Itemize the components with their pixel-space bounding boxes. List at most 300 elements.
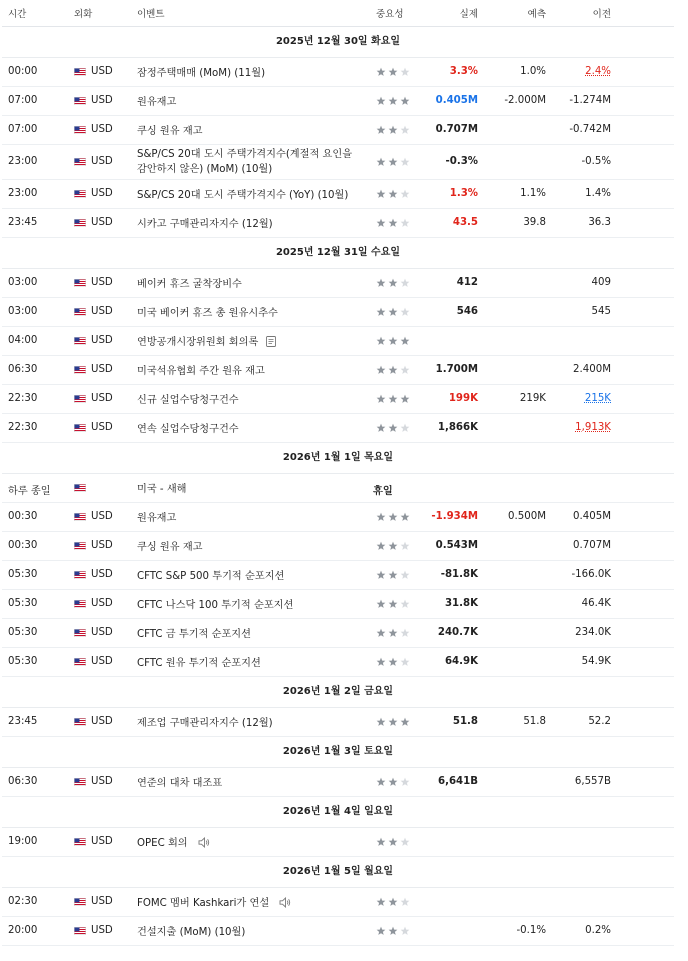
star-icon	[377, 658, 386, 666]
table-row[interactable]	[2, 327, 674, 356]
event-name-text[interactable]: CFTC 금 투기적 순포지션	[137, 628, 251, 640]
currency-code: USD	[91, 895, 113, 907]
star-icon	[401, 308, 410, 316]
currency-code: USD	[91, 715, 113, 727]
currency-code: USD	[91, 568, 113, 580]
event-name[interactable]	[137, 836, 362, 851]
us-flag-icon	[74, 927, 86, 935]
star-icon	[377, 629, 386, 637]
speaker-icon[interactable]	[198, 837, 210, 848]
table-row[interactable]	[2, 298, 674, 327]
star-icon	[401, 718, 410, 726]
table-row[interactable]	[2, 209, 674, 238]
previous-value: -166.0K	[571, 568, 611, 580]
event-time: 00:30	[8, 539, 38, 551]
actual-value: 64.9K	[444, 655, 478, 667]
importance-stars-icon	[376, 897, 412, 907]
star-icon	[389, 542, 398, 550]
star-icon	[401, 898, 410, 906]
previous-value: 0.707M	[573, 539, 611, 551]
event-time: 00:30	[8, 510, 38, 522]
event-name[interactable]	[137, 217, 362, 232]
event-name[interactable]	[137, 776, 362, 791]
actual-value: 51.8	[452, 715, 478, 727]
us-flag-icon	[74, 838, 86, 846]
event-time: 22:30	[8, 392, 38, 404]
previous-value: 234.0K	[575, 626, 611, 638]
event-time: 06:30	[8, 363, 38, 375]
currency-code: USD	[91, 363, 113, 375]
event-name-text[interactable]: 연속 실업수당청구건수	[137, 423, 239, 435]
star-icon	[401, 778, 410, 786]
table-row[interactable]	[2, 708, 674, 737]
star-icon	[389, 158, 398, 166]
previous-value: 2.400M	[573, 363, 611, 375]
economic-calendar-table	[2, 0, 674, 946]
star-icon	[389, 927, 398, 935]
event-time: 05:30	[8, 655, 38, 667]
star-icon	[401, 158, 410, 166]
table-row[interactable]	[2, 619, 674, 648]
us-flag-icon	[74, 484, 86, 492]
importance-stars-icon	[376, 278, 412, 288]
event-name-text[interactable]: OPEC 회의	[137, 837, 188, 849]
event-name-text[interactable]: 연준의 대차 대조표	[137, 777, 223, 789]
star-icon	[377, 718, 386, 726]
event-time: 20:00	[8, 924, 38, 936]
star-icon	[401, 927, 410, 935]
star-icon	[389, 190, 398, 198]
star-icon	[377, 97, 386, 105]
importance-stars-icon	[376, 189, 412, 199]
event-time: 23:00	[8, 155, 38, 167]
star-icon	[377, 838, 386, 846]
document-icon[interactable]	[266, 336, 276, 347]
importance-stars-icon	[376, 365, 412, 375]
importance-stars-icon	[376, 837, 412, 847]
event-name-text[interactable]: 신규 실업수당청구건수	[137, 394, 239, 406]
event-name[interactable]	[137, 364, 362, 379]
star-icon	[377, 366, 386, 374]
star-icon	[377, 513, 386, 521]
star-icon	[377, 898, 386, 906]
us-flag-icon	[74, 600, 86, 608]
currency-code: USD	[91, 835, 113, 847]
star-icon	[377, 600, 386, 608]
header-previous[interactable]: 이전	[592, 9, 611, 20]
previous-value: 52.2	[588, 715, 611, 727]
event-name-text[interactable]: 미국 베이커 휴즈 총 원유시추수	[137, 307, 278, 319]
actual-value: -1.934M	[431, 510, 478, 522]
currency-code: USD	[91, 421, 113, 433]
importance-stars-icon	[376, 67, 412, 77]
actual-value: 31.8K	[444, 597, 478, 609]
header-forecast[interactable]: 예측	[527, 9, 546, 20]
currency-code: USD	[91, 305, 113, 317]
previous-value[interactable]: 2.4%	[585, 65, 611, 77]
star-icon	[401, 629, 410, 637]
star-icon	[389, 571, 398, 579]
header-importance[interactable]: 중요성	[376, 9, 404, 20]
star-icon	[389, 308, 398, 316]
importance-stars-icon	[376, 512, 412, 522]
star-icon	[377, 279, 386, 287]
event-name-text[interactable]: 베이커 휴즈 굴착장비수	[137, 278, 242, 290]
star-icon	[377, 126, 386, 134]
event-time: 22:30	[8, 421, 38, 433]
importance-stars-icon	[376, 628, 412, 638]
previous-value: -0.5%	[581, 155, 611, 167]
importance-stars-icon	[376, 307, 412, 317]
date-header: 2025년 12월 31일 수요일	[2, 238, 674, 269]
star-icon	[401, 571, 410, 579]
previous-value: 6,557B	[574, 775, 611, 787]
event-name-text[interactable]: 쿠싱 원유 재고	[137, 125, 203, 137]
forecast-value: 51.8	[523, 715, 546, 727]
us-flag-icon	[74, 97, 86, 105]
event-time: 00:00	[8, 65, 38, 77]
event-time: 02:30	[8, 895, 38, 907]
table-row[interactable]	[2, 414, 674, 443]
event-time: 23:45	[8, 715, 38, 727]
actual-value: 6,641B	[438, 775, 478, 787]
actual-value: 199K	[448, 392, 478, 404]
event-time: 03:00	[8, 276, 38, 288]
event-name[interactable]	[137, 598, 362, 613]
previous-value[interactable]: 215K	[584, 392, 611, 404]
actual-value: 546	[456, 305, 478, 317]
previous-value: 1.4%	[585, 187, 611, 199]
event-time: 23:00	[8, 187, 38, 199]
us-flag-icon	[74, 658, 86, 666]
previous-value: -1.274M	[569, 94, 611, 106]
star-icon	[389, 658, 398, 666]
star-icon	[401, 513, 410, 521]
table-row[interactable]	[2, 180, 674, 209]
table-row[interactable]	[2, 356, 674, 385]
event-name[interactable]	[137, 656, 362, 671]
star-icon	[401, 542, 410, 550]
event-time: 07:00	[8, 123, 38, 135]
event-time: 05:30	[8, 626, 38, 638]
star-icon	[389, 126, 398, 134]
importance-stars-icon	[376, 926, 412, 936]
star-icon	[377, 308, 386, 316]
currency-code: USD	[91, 775, 113, 787]
forecast-value: 1.0%	[520, 65, 546, 77]
importance-stars-icon	[376, 777, 412, 787]
star-icon	[401, 337, 410, 345]
event-time: 03:00	[8, 305, 38, 317]
currency-code: USD	[91, 597, 113, 609]
star-icon	[401, 126, 410, 134]
event-name[interactable]	[137, 393, 362, 408]
previous-value: 409	[591, 276, 611, 288]
table-row[interactable]	[2, 648, 674, 677]
star-icon	[389, 600, 398, 608]
star-icon	[389, 97, 398, 105]
holiday-label: 휴일	[373, 485, 393, 497]
event-name[interactable]	[137, 569, 362, 584]
importance-stars-icon	[376, 96, 412, 106]
actual-value: 0.543M	[435, 539, 478, 551]
event-name-text[interactable]: FOMC 멤버 Kashkari가 연설	[137, 897, 270, 909]
forecast-value: 39.8	[523, 216, 546, 228]
event-name[interactable]	[137, 540, 362, 555]
event-name-text[interactable]: 쿠싱 원유 재고	[137, 541, 203, 553]
currency-code: USD	[91, 94, 113, 106]
event-name-text[interactable]: CFTC 원유 투기적 순포지션	[137, 657, 261, 669]
event-name-text[interactable]: 미국 - 새해	[137, 483, 187, 495]
event-time: 07:00	[8, 94, 38, 106]
star-icon	[389, 778, 398, 786]
currency-code: USD	[91, 626, 113, 638]
event-name[interactable]	[137, 188, 362, 203]
importance-stars-icon	[376, 423, 412, 433]
star-icon	[377, 190, 386, 198]
event-time: 19:00	[8, 835, 38, 847]
event-name[interactable]	[137, 95, 362, 110]
event-name[interactable]	[137, 147, 357, 177]
star-icon	[401, 97, 410, 105]
table-row[interactable]	[2, 503, 674, 532]
event-time: 하루 종일	[8, 485, 51, 497]
actual-value: 1.700M	[435, 363, 478, 375]
importance-stars-icon	[376, 336, 412, 346]
currency-code: USD	[91, 539, 113, 551]
currency-code: USD	[91, 187, 113, 199]
date-header: 2026년 1월 2일 금요일	[2, 677, 674, 708]
us-flag-icon	[74, 571, 86, 579]
event-name[interactable]	[137, 422, 362, 437]
event-name[interactable]	[137, 511, 362, 526]
importance-stars-icon	[376, 657, 412, 667]
previous-value: 0.405M	[573, 510, 611, 522]
actual-value: 3.3%	[449, 65, 478, 77]
table-row[interactable]	[2, 561, 674, 590]
forecast-value: 219K	[519, 392, 546, 404]
table-row[interactable]	[2, 888, 674, 917]
previous-value: 46.4K	[581, 597, 611, 609]
star-icon	[401, 838, 410, 846]
date-header: 2025년 12월 30일 화요일	[2, 27, 674, 58]
event-name-text[interactable]: 원유재고	[137, 96, 177, 108]
actual-value: 240.7K	[437, 626, 478, 638]
actual-value: 1,866K	[437, 421, 478, 433]
star-icon	[389, 68, 398, 76]
star-icon	[401, 424, 410, 432]
star-icon	[389, 513, 398, 521]
date-header: 2026년 1월 4일 일요일	[2, 797, 674, 828]
previous-value: 54.9K	[581, 655, 611, 667]
event-name-text[interactable]: 시카고 구매관리자지수 (12월)	[137, 218, 273, 230]
star-icon	[389, 279, 398, 287]
us-flag-icon	[74, 190, 86, 198]
event-name[interactable]	[137, 627, 362, 642]
actual-value: 1.3%	[449, 187, 478, 199]
star-icon	[401, 366, 410, 374]
table-body	[2, 27, 674, 946]
currency-code: USD	[91, 123, 113, 135]
importance-stars-icon	[376, 157, 412, 167]
date-header: 2026년 1월 3일 토요일	[2, 737, 674, 768]
importance-stars-icon	[376, 541, 412, 551]
event-time: 05:30	[8, 597, 38, 609]
importance-stars-icon	[376, 570, 412, 580]
us-flag-icon	[74, 68, 86, 76]
star-icon	[377, 337, 386, 345]
star-icon	[401, 68, 410, 76]
star-icon	[389, 219, 398, 227]
currency-code: USD	[91, 276, 113, 288]
currency-code: USD	[91, 655, 113, 667]
table-row[interactable]	[2, 917, 674, 946]
star-icon	[401, 190, 410, 198]
importance-stars-icon	[376, 218, 412, 228]
table-row[interactable]	[2, 385, 674, 414]
event-name-text[interactable]: 미국석유협회 주간 원유 재고	[137, 365, 265, 377]
event-name-text[interactable]: CFTC S&P 500 투기적 순포지션	[137, 570, 285, 582]
currency-code: USD	[91, 65, 113, 77]
star-icon	[377, 395, 386, 403]
event-name[interactable]	[137, 306, 362, 321]
star-icon	[401, 219, 410, 227]
event-name-text[interactable]: 원유재고	[137, 512, 177, 524]
currency-code: USD	[91, 924, 113, 936]
table-row[interactable]	[2, 116, 674, 145]
event-name-text[interactable]: CFTC 나스닥 100 투기적 순포지션	[137, 599, 294, 611]
currency-code: USD	[91, 334, 113, 346]
us-flag-icon	[74, 629, 86, 637]
forecast-value: 1.1%	[520, 187, 546, 199]
us-flag-icon	[74, 337, 86, 345]
table-row[interactable]	[2, 269, 674, 298]
previous-value: 36.3	[588, 216, 611, 228]
importance-stars-icon	[376, 599, 412, 609]
star-icon	[377, 219, 386, 227]
event-name[interactable]	[137, 482, 362, 497]
event-name-text[interactable]: 제조업 구매관리자지수 (12월)	[137, 717, 273, 729]
header-event[interactable]: 이벤트	[137, 9, 165, 20]
table-row[interactable]	[2, 590, 674, 619]
star-icon	[389, 629, 398, 637]
header-time[interactable]: 시간	[8, 9, 27, 20]
table-row[interactable]	[2, 768, 674, 797]
header-currency[interactable]: 외화	[74, 9, 93, 20]
actual-value: -81.8K	[440, 568, 478, 580]
us-flag-icon	[74, 158, 86, 166]
star-icon	[389, 366, 398, 374]
us-flag-icon	[74, 513, 86, 521]
star-icon	[389, 718, 398, 726]
table-row[interactable]	[2, 145, 674, 180]
actual-value: 412	[456, 276, 478, 288]
us-flag-icon	[74, 718, 86, 726]
actual-value: 0.707M	[435, 123, 478, 135]
forecast-value: -0.1%	[516, 924, 546, 936]
star-icon	[377, 68, 386, 76]
event-name-text[interactable]: S&P/CS 20대 도시 주택가격지수(계절적 요인을 감안하지 않은) (MoM) (10월)	[137, 149, 353, 175]
event-time: 23:45	[8, 216, 38, 228]
table-row[interactable]	[2, 474, 674, 503]
previous-value: -0.742M	[569, 123, 611, 135]
star-icon	[389, 395, 398, 403]
event-time: 06:30	[8, 775, 38, 787]
previous-value: 0.2%	[585, 924, 611, 936]
table-row[interactable]	[2, 58, 674, 87]
forecast-value: -2.000M	[504, 94, 546, 106]
date-header: 2026년 1월 1일 목요일	[2, 443, 674, 474]
currency-code: USD	[91, 155, 113, 167]
us-flag-icon	[74, 219, 86, 227]
event-time: 04:00	[8, 334, 38, 346]
us-flag-icon	[74, 308, 86, 316]
currency-code: USD	[91, 510, 113, 522]
event-name-text[interactable]: 건설지출 (MoM) (10월)	[137, 926, 246, 938]
importance-stars-icon	[376, 125, 412, 135]
table-row[interactable]	[2, 532, 674, 561]
event-name[interactable]	[137, 124, 362, 139]
forecast-value: 0.500M	[508, 510, 546, 522]
star-icon	[389, 898, 398, 906]
us-flag-icon	[74, 279, 86, 287]
event-name[interactable]	[137, 66, 362, 81]
us-flag-icon	[74, 898, 86, 906]
table-row[interactable]	[2, 828, 674, 857]
us-flag-icon	[74, 366, 86, 374]
event-name[interactable]	[137, 716, 362, 731]
previous-value: 545	[591, 305, 611, 317]
actual-value: 43.5	[452, 216, 478, 228]
event-name[interactable]	[137, 277, 362, 292]
actual-value: 0.405M	[435, 94, 478, 106]
star-icon	[377, 424, 386, 432]
us-flag-icon	[74, 126, 86, 134]
event-time: 05:30	[8, 568, 38, 580]
star-icon	[389, 337, 398, 345]
star-icon	[377, 778, 386, 786]
star-icon	[401, 395, 410, 403]
event-name[interactable]	[137, 925, 362, 940]
speaker-icon[interactable]	[279, 897, 291, 908]
currency-code: USD	[91, 216, 113, 228]
event-name-text[interactable]: 연방공개시장위원회 회의록	[137, 336, 259, 348]
importance-stars-icon	[376, 717, 412, 727]
table-header	[2, 0, 674, 27]
importance-stars-icon	[376, 394, 412, 404]
star-icon	[401, 658, 410, 666]
star-icon	[389, 838, 398, 846]
event-name-text[interactable]: 잠정주택매매 (MoM) (11월)	[137, 67, 266, 79]
event-name[interactable]	[137, 335, 362, 350]
event-name-text[interactable]: S&P/CS 20대 도시 주택가격지수 (YoY) (10월)	[137, 189, 349, 201]
star-icon	[377, 927, 386, 935]
star-icon	[377, 542, 386, 550]
us-flag-icon	[74, 424, 86, 432]
star-icon	[389, 424, 398, 432]
header-actual[interactable]: 실제	[459, 9, 478, 20]
date-header: 2026년 1월 5일 월요일	[2, 857, 674, 888]
event-name[interactable]	[137, 896, 362, 911]
us-flag-icon	[74, 395, 86, 403]
star-icon	[401, 279, 410, 287]
star-icon	[401, 600, 410, 608]
previous-value[interactable]: 1,913K	[575, 421, 611, 433]
currency-code: USD	[91, 392, 113, 404]
star-icon	[377, 571, 386, 579]
actual-value: -0.3%	[445, 155, 478, 167]
table-row[interactable]	[2, 87, 674, 116]
